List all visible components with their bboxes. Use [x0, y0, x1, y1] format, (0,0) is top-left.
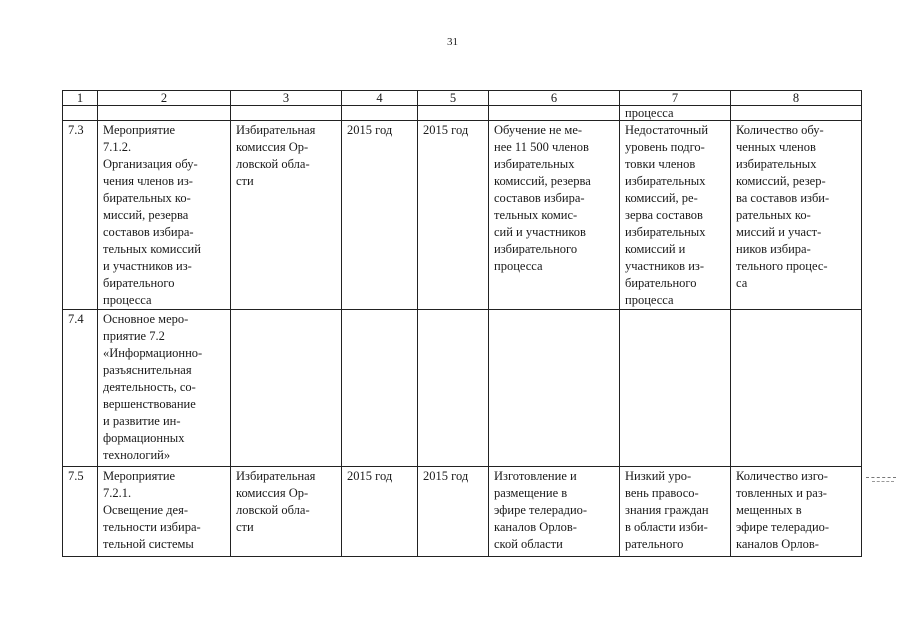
indicator-cell: Количество обу- ченных членов избирательных комиссий, резер- ва составов изби- рательных ко- миссий и участ- ников избира- тельного процес- са [731, 121, 862, 310]
consequences-cell [620, 310, 731, 467]
continuation-row [63, 106, 862, 121]
table-cell: процесса [620, 106, 731, 121]
table-cell [98, 106, 231, 121]
column-number: 2 [98, 91, 231, 106]
consequences-cell: Недостаточный уровень подго- товки членов избирательных комиссий, ре- зерва составов избирательных комиссий и участников из- бирательного процесса [620, 121, 731, 310]
margin-mark [872, 481, 894, 482]
start-cell: 2015 год [342, 467, 418, 557]
column-number: 8 [731, 91, 862, 106]
executor-cell: Избирательная комиссия Ор- ловской обла- сти [231, 121, 342, 310]
table-row [63, 467, 862, 557]
executor-cell: Избирательная комиссия Ор- ловской обла- сти [231, 467, 342, 557]
table-cell [489, 106, 620, 121]
event-cell: Мероприятие 7.2.1. Освещение дея- тельности избира- тельной системы [98, 467, 231, 557]
end-cell [418, 310, 489, 467]
column-number: 4 [342, 91, 418, 106]
event-cell: Основное меро- приятие 7.2 «Информационно- разъяснительная деятельность, со- вершенствование и развитие ин- формационных технологий» [98, 310, 231, 467]
result-cell: Обучение не ме- нее 11 500 членов избирательных комиссий, резерва составов избира- тельных комис- сий и участников избирательного процесса [489, 121, 620, 310]
result-cell: Изготовление и размещение в эфире телерадио- каналов Орлов- ской области [489, 467, 620, 557]
indicator-cell [731, 310, 862, 467]
consequences-cell: Низкий уро- вень правосо- знания граждан в области изби- рательного [620, 467, 731, 557]
column-number-row [63, 91, 862, 106]
row-number: 7.4 [63, 310, 98, 467]
column-number: 6 [489, 91, 620, 106]
table-cell [418, 106, 489, 121]
table-cell [63, 106, 98, 121]
margin-mark [866, 477, 896, 478]
program-table [62, 90, 862, 557]
column-number: 3 [231, 91, 342, 106]
table-row [63, 310, 862, 467]
row-number: 7.5 [63, 467, 98, 557]
column-number: 5 [418, 91, 489, 106]
result-cell [489, 310, 620, 467]
start-cell: 2015 год [342, 121, 418, 310]
table-cell [731, 106, 862, 121]
column-number: 1 [63, 91, 98, 106]
end-cell: 2015 год [418, 467, 489, 557]
table-row [63, 121, 862, 310]
page-number: 31 [447, 36, 458, 48]
event-cell: Мероприятие 7.1.2. Организация обу- чения членов из- бирательных ко- миссий, резерва составов избира- тельных комиссий и участников из- бирательного процесса [98, 121, 231, 310]
end-cell: 2015 год [418, 121, 489, 310]
start-cell [342, 310, 418, 467]
executor-cell [231, 310, 342, 467]
row-number: 7.3 [63, 121, 98, 310]
column-number: 7 [620, 91, 731, 106]
indicator-cell: Количество изго- товленных и раз- мещенных в эфире телерадио- каналов Орлов- [731, 467, 862, 557]
table-cell [342, 106, 418, 121]
table-cell [231, 106, 342, 121]
